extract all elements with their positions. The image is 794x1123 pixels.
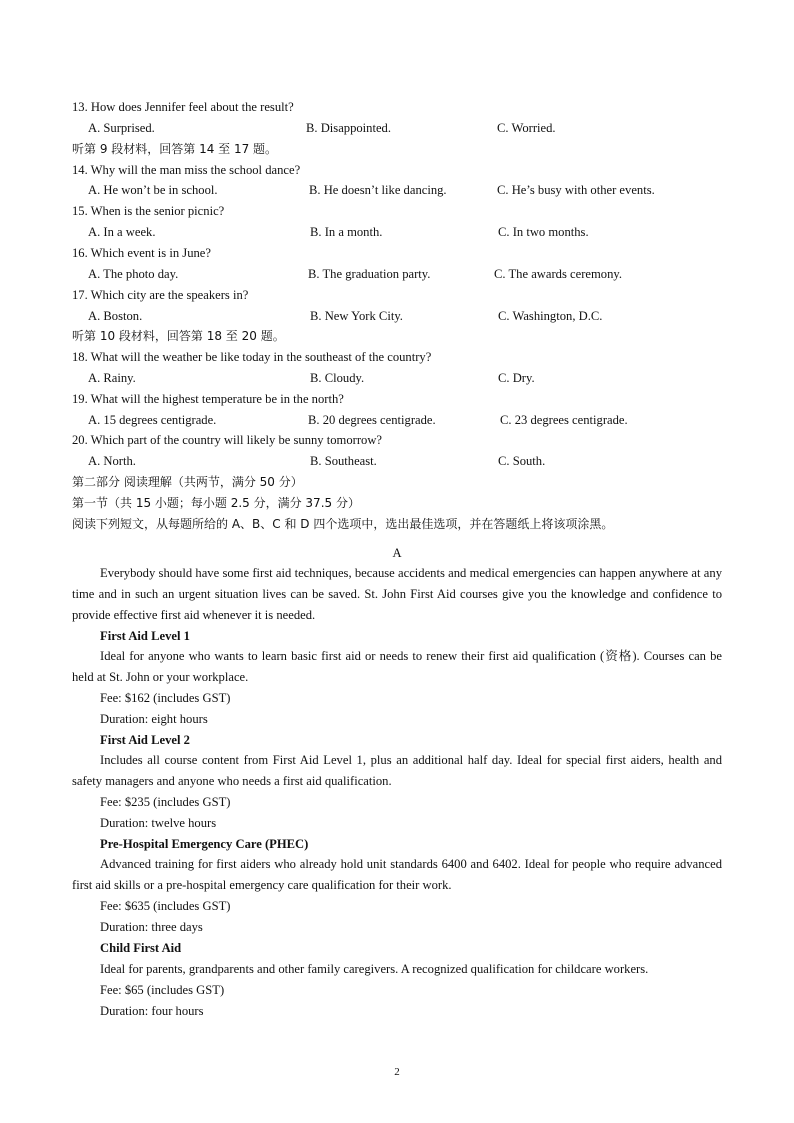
passage-intro: Everybody should have some first aid techniques, because accidents and medical emergencies can happen anywhere at any time and in such an urgent situation lives can be saved. St. John First Aid courses give you the knowledge and confidence to provide effective first aid whenever it is needed. [72,566,722,622]
q15-option-a: A. In a week. [88,225,156,239]
question-20: 20. Which part of the country will likely be sunny tomorrow? [72,433,382,447]
passage-letter: A [392,546,402,560]
section-one-heading: 第一节（共 15 小题；每小题 2.5 分，满分 37.5 分） [72,496,360,510]
question-18: 18. What will the weather be like today in the southeast of the country? [72,350,432,364]
q14-option-c: C. He’s busy with other events. [497,183,655,197]
course-description: Ideal for parents, grandparents and other family caregivers. A recognized qualification for childcare workers. [100,962,649,976]
q20-option-b: B. Southeast. [310,454,377,468]
course-duration: Duration: eight hours [100,712,208,726]
course-description: Includes all course content from First Aid Level 1, plus an additional half day. Ideal for special first aiders, health and safety managers and anyone who needs a first aid qualification. [72,753,722,788]
question-14: 14. Why will the man miss the school dance? [72,163,301,177]
q14-option-a: A. He won’t be in school. [88,183,218,197]
q17-option-a: A. Boston. [88,309,143,323]
q19-option-c: C. 23 degrees centigrade. [500,413,628,427]
q16-option-b: B. The graduation party. [308,267,431,281]
q17-option-b: B. New York City. [310,309,403,323]
course-duration: Duration: four hours [100,1004,204,1018]
q20-option-a: A. North. [88,454,136,468]
q13-option-c: C. Worried. [497,121,556,135]
course-description: Ideal for anyone who wants to learn basic first aid or needs to renew their first aid qualification (资格). Courses can be held at St. John or your workplace. [72,649,722,684]
part-two-heading: 第二部分 阅读理解（共两节，满分 50 分） [72,475,303,489]
reading-directions: 阅读下列短文，从每题所给的 A、B、C 和 D 四个选项中，选出最佳选项，并在答题纸上将该项涂黑。 [72,517,614,531]
question-15: 15. When is the senior picnic? [72,204,225,218]
course-title: First Aid Level 1 [100,629,190,643]
listen-instruction-10: 听第 10 段材料，回答第 18 至 20 题。 [72,329,285,343]
q19-option-b: B. 20 degrees centigrade. [308,413,436,427]
q19-option-a: A. 15 degrees centigrade. [88,413,217,427]
course-duration: Duration: three days [100,920,203,934]
q16-option-c: C. The awards ceremony. [494,267,622,281]
q13-option-b: B. Disappointed. [306,121,392,135]
course-fee: Fee: $635 (includes GST) [100,899,231,913]
q18-option-c: C. Dry. [498,371,535,385]
q20-option-c: C. South. [498,454,546,468]
question-17: 17. Which city are the speakers in? [72,288,249,302]
q18-option-b: B. Cloudy. [310,371,365,385]
course-description: Advanced training for first aiders who already hold unit standards 6400 and 6402. Ideal for people who require advanced first aid skills or a pre-hospital emergency care qualification for their work. [72,857,722,892]
course-fee: Fee: $162 (includes GST) [100,691,231,705]
question-13: 13. How does Jennifer feel about the result? [72,100,294,114]
q16-option-a: A. The photo day. [88,267,179,281]
q15-option-c: C. In two months. [498,225,589,239]
course-title: Child First Aid [100,941,182,955]
page-number: 2 [394,1066,400,1078]
q14-option-b: B. He doesn’t like dancing. [309,183,447,197]
q13-option-a: A. Surprised. [88,121,155,135]
q17-option-c: C. Washington, D.C. [498,309,603,323]
listen-instruction-9: 听第 9 段材料，回答第 14 至 17 题。 [72,142,278,156]
course-fee: Fee: $65 (includes GST) [100,983,225,997]
question-16: 16. Which event is in June? [72,246,211,260]
course-title: Pre-Hospital Emergency Care (PHEC) [100,837,309,851]
question-19: 19. What will the highest temperature be in the north? [72,392,344,406]
q15-option-b: B. In a month. [310,225,383,239]
course-title: First Aid Level 2 [100,733,190,747]
course-fee: Fee: $235 (includes GST) [100,795,231,809]
course-duration: Duration: twelve hours [100,816,217,830]
q18-option-a: A. Rainy. [88,371,136,385]
